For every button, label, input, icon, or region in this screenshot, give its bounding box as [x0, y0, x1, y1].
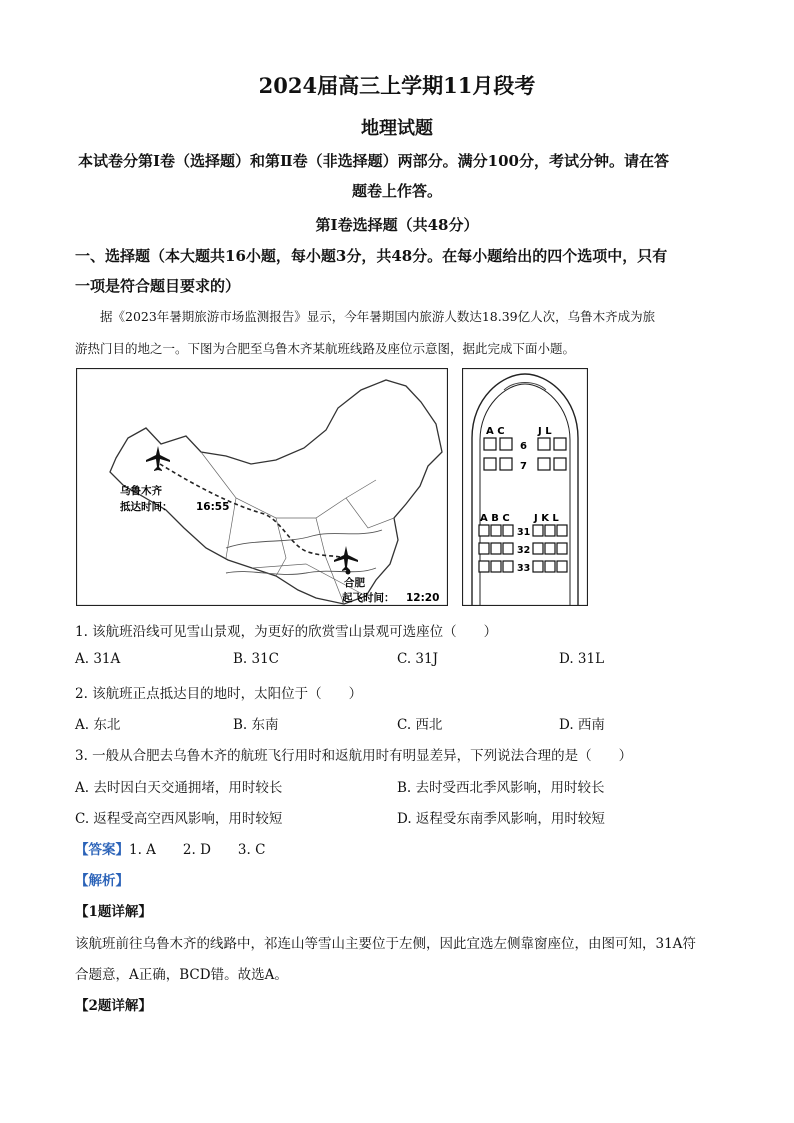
question-3-stem: 3. 一般从合肥去乌鲁木齐的航班飞行用时和返航用时有明显差异，下列说法合理的是（ ） — [75, 748, 633, 764]
answer-label: 【答案】 — [75, 842, 129, 858]
passage-line-2: 游热门目的地之一。下图为合肥至乌鲁木齐某航班线路及座位示意图，据此完成下面小题。 — [75, 341, 576, 356]
question-3-option-b[interactable]: B. 去时受西北季风影响，用时较长 — [397, 780, 605, 796]
arrival-time: 16:55 — [196, 501, 230, 513]
analysis-label: 【解析】 — [75, 873, 129, 889]
intro-line-2: 题卷上作答。 — [351, 182, 442, 200]
question-2-option-b[interactable]: B. 东南 — [233, 717, 279, 733]
back-right-letters: J K L — [534, 513, 559, 524]
exam-title: 2024届高三上学期11月段考 — [258, 73, 536, 98]
row-33-number: 33 — [517, 563, 531, 574]
subject-title: 地理试题 — [361, 118, 433, 139]
q2-detail-heading: 【2题详解】 — [75, 998, 152, 1014]
intro-line-1: 本试卷分第Ⅰ卷（选择题）和第Ⅱ卷（非选择题）两部分。满分100分，考试分钟。请在答 — [78, 152, 669, 170]
hefei-dot — [346, 570, 351, 575]
depart-time: 12:20 — [406, 592, 440, 604]
question-1-stem: 1. 该航班沿线可见雪山景观，为更好的欣赏雪山景观可选座位（ ） — [75, 624, 498, 640]
q1-detail-heading: 【1题详解】 — [75, 904, 152, 920]
question-2-stem: 2. 该航班正点抵达目的地时，太阳位于（ ） — [75, 686, 363, 702]
question-2-option-a[interactable]: A. 东北 — [75, 717, 121, 733]
answer-values: 1. A 2. D 3. C — [129, 842, 266, 858]
row-31-number: 31 — [517, 527, 531, 538]
question-3-option-d[interactable]: D. 返程受东南季风影响，用时较短 — [397, 811, 605, 827]
origin-city-label: 乌鲁木齐 — [120, 485, 162, 497]
dest-city-label: 合肥 — [344, 577, 365, 589]
seat-map — [462, 368, 588, 606]
answer-line — [75, 838, 265, 858]
back-left-letters: A B C — [480, 513, 510, 524]
front-left-letters: A C — [486, 426, 505, 437]
question-3-option-c[interactable]: C. 返程受高空西风影响，用时较短 — [75, 811, 283, 827]
question-2-option-d[interactable]: D. 西南 — [559, 717, 605, 733]
row-6-number: 6 — [520, 441, 527, 452]
part1-heading-line-2: 一项是符合题目要求的） — [75, 277, 241, 295]
question-1-option-d[interactable]: D. 31L — [559, 651, 605, 667]
depart-label: 起飞时间： — [342, 592, 395, 604]
question-1-option-c[interactable]: C. 31J — [397, 651, 439, 667]
section-heading: 第Ⅰ卷选择题（共48分） — [315, 216, 479, 234]
question-1-option-a[interactable]: A. 31A — [75, 651, 121, 667]
question-1-option-b[interactable]: B. 31C — [233, 651, 280, 667]
row-7-number: 7 — [520, 461, 527, 472]
front-right-letters: J L — [538, 426, 552, 437]
q1-detail-line-1: 该航班前往乌鲁木齐的线路中，祁连山等雪山主要位于左侧，因此宜选左侧靠窗座位，由图可知，31A符 — [75, 936, 696, 952]
row-32-number: 32 — [517, 545, 531, 556]
question-2-option-c[interactable]: C. 西北 — [397, 717, 443, 733]
q1-detail-line-2: 合题意，A正确，BCD错。故选A。 — [75, 967, 288, 983]
route-map — [76, 368, 448, 606]
part1-heading-line-1: 一、选择题（本大题共16小题，每小题3分，共48分。在每小题给出的四个选项中，只有 — [75, 247, 668, 265]
passage-line-1: 据《2023年暑期旅游市场监测报告》显示，今年暑期国内旅游人数达18.39亿人次，乌鲁木齐成为旅 — [100, 309, 656, 324]
question-3-option-a[interactable]: A. 去时因白天交通拥堵，用时较长 — [75, 780, 283, 796]
arrival-label: 抵达时间： — [120, 501, 173, 513]
